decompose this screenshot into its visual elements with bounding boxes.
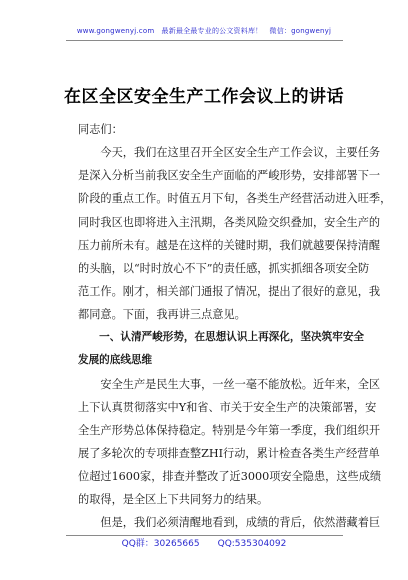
paragraph-line: 但是，我们必须清醒地看到，成绩的背后，依然潜藏着巨 <box>78 516 381 530</box>
salutation: 同志们： <box>78 123 123 136</box>
page-footer <box>0 536 408 549</box>
paragraph-line: 阶段的重点工作。时值五月下旬，各类生产经营活动进入旺季， <box>78 192 392 206</box>
paragraph-line: 全生产形势总体保持稳定。特别是今年第一季度，我们组织开 <box>78 423 381 437</box>
paragraph-line: 今天，我们在这里召开全区安全生产工作会议，主要任务 <box>78 146 381 160</box>
qq-contact-label: QQ:535304092 <box>217 539 287 549</box>
paragraph-line: 的头脑，以“时时放心不下”的责任感，抓实抓细各项安全防 <box>78 261 370 275</box>
section-heading-line: 发展的底线思维 <box>78 354 153 367</box>
paragraph-line: 是深入分析当前我区安全生产面临的严峻形势，安排部署下一 <box>78 169 381 183</box>
section-heading-line: 一、认清严峻形势，在思想认识上再深化，坚决筑牢安全 <box>78 331 365 344</box>
paragraph-line: 安全生产是民生大事，一丝一毫不能放松。近年来，全区 <box>78 377 381 391</box>
paragraph-line: 位超过1600家，排查并整改了近3000项安全隐患，这些成绩 <box>78 470 382 484</box>
page-header: www.gongwenyj.com 最新最全最专业的公文资料库！ 微信：gongwenyj <box>76 27 332 35</box>
paragraph-line: 都同意。下面，我再讲三点意见。 <box>78 308 246 322</box>
paragraph-line: 展了多轮次的专项排查整ZHI行动，累计检查各类生产经营单 <box>78 446 380 460</box>
paragraph-line: 同时我区也即将进入主汛期，各类风险交织叠加，安全生产的 <box>78 215 381 229</box>
paragraph-line: 压力前所未有。越是在这样的关键时期，我们就越要保持清醒 <box>78 238 381 252</box>
paragraph-line: 的取得，是全区上下共同努力的结果。 <box>78 493 269 507</box>
qq-group-label: QQ群：30265665 <box>121 539 200 549</box>
paragraph-line: 范工作。刚才，相关部门通报了情况，提出了很好的意见，我 <box>78 284 381 298</box>
paragraph-line: 上下认真贯彻落实中Y和省、市关于安全生产的决策部署，安 <box>78 400 377 414</box>
header-divider <box>66 40 343 41</box>
document-body <box>78 118 392 535</box>
document-title: 在区全区安全生产工作会议上的讲话 <box>64 87 344 107</box>
